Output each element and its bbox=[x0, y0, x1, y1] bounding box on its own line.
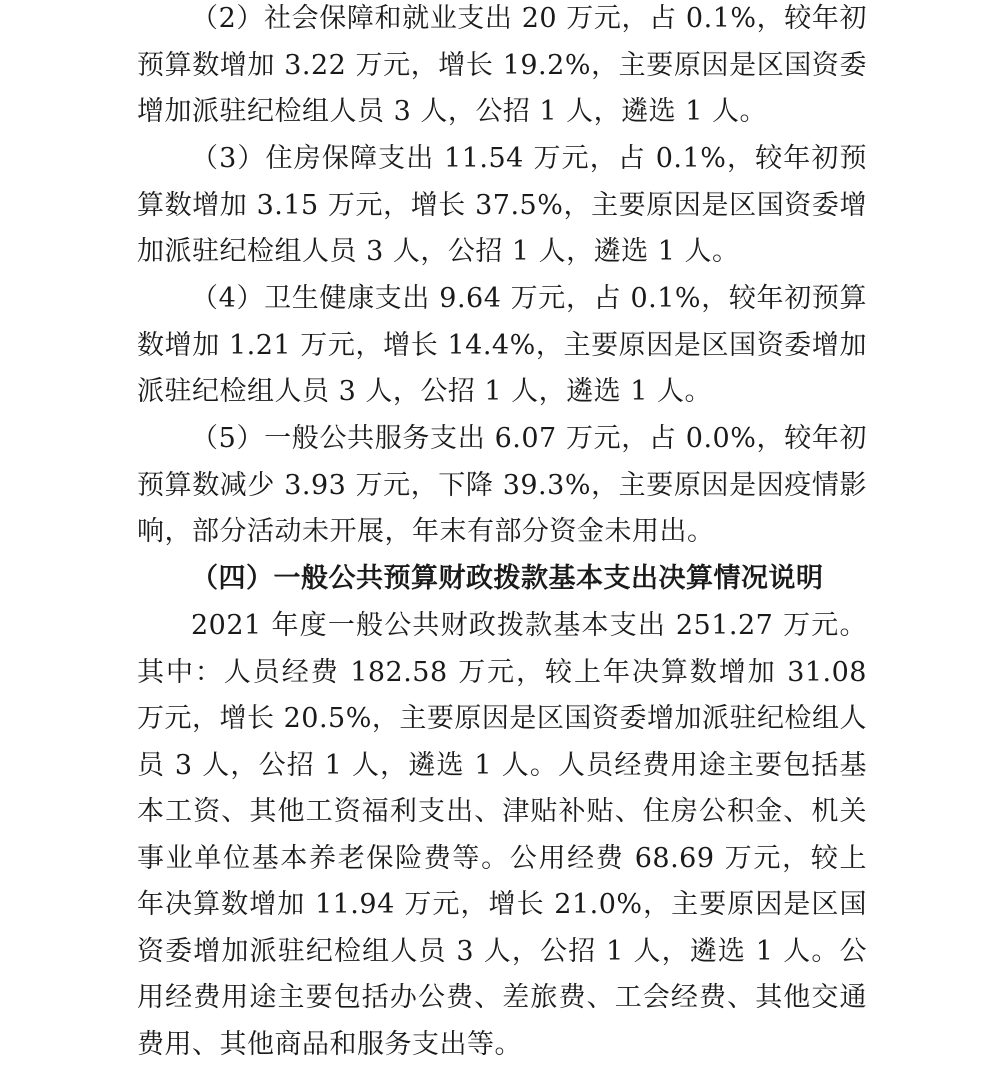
paragraph-public-services: （5）一般公共服务支出 6.07 万元，占 0.0%，较年初预算数减少 3.93 万元，下降 39.3%，主要原因是因疫情影响，部分活动未开展，年末有部分资金未用出。 bbox=[137, 423, 867, 547]
section-heading: （四）一般公共预算财政拨款基本支出决算情况说明 bbox=[191, 563, 824, 594]
paragraph-health: （4）卫生健康支出 9.64 万元，占 0.1%，较年初预算数增加 1.21 万元，增长 14.4%，主要原因是区国资委增加派驻纪检组人员 3 人，公招 1 人，遴选 1 人。 bbox=[137, 283, 867, 407]
paragraph-social-security: （2）社会保障和就业支出 20 万元，占 0.1%，较年初预算数增加 3.22 万元，增长 19.2%，主要原因是区国资委增加派驻纪检组人员 3 人，公招 1 人，遴选 1 人。 bbox=[137, 3, 867, 127]
paragraph-housing: （3）住房保障支出 11.54 万元，占 0.1%，较年初预算数增加 3.15 万元，增长 37.5%，主要原因是区国资委增加派驻纪检组人员 3 人，公招 1 人，遴选 1 人。 bbox=[137, 143, 867, 267]
paragraph-basic-expenditure: 2021 年度一般公共财政拨款基本支出 251.27 万元。其中：人员经费 182.58 万元，较上年决算数增加 31.08 万元，增长 20.5%，主要原因是区国资委增加派驻纪检组人员 3 人，公招 1 人，遴选 1 人。人员经费用途主要包括基本工资、其他工资福利支出、津贴补贴、住房公积金、机关事业单位基本养老保险费等。公用经费 68.69 万元，较上年决算数增加 11.94 万元，增长 21.0%，主要原因是区国资委增加派驻纪检组人员 3 人，公招 1 人，遴选 1 人。公用经费用途主要包括办公费、差旅费、工会经费、其他交通费用、其他商品和服务支出等。 bbox=[137, 610, 867, 1060]
